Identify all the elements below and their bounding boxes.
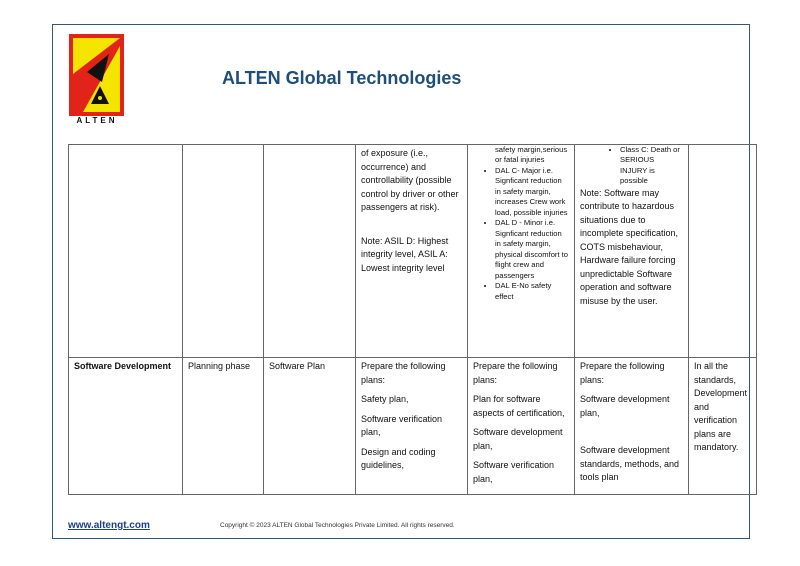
table-cell: Software Plan bbox=[264, 358, 356, 495]
cell-text: Safety plan, bbox=[361, 394, 409, 404]
cell-text: Software development standards, methods, and tools plan bbox=[580, 445, 680, 482]
cell-text: Software development plan, bbox=[580, 394, 670, 418]
comparison-table bbox=[68, 144, 757, 495]
list-item: • DAL C- Major i.e. Signficant reduction in safety margin, increases Crew work load, possible injuries bbox=[495, 166, 569, 218]
copyright-text: Copyright © 2023 ALTEN Global Technologies Private Limited. All rights reserved. bbox=[220, 522, 455, 529]
cell-text: Software verification plan, bbox=[473, 460, 555, 484]
cell-text: Prepare the following plans: bbox=[473, 361, 558, 385]
table-cell bbox=[356, 358, 468, 495]
cell-text: Plan for software aspects of certification, bbox=[473, 394, 565, 418]
table-cell bbox=[689, 145, 757, 358]
cell-text: Note: Software may contribute to hazardous situations due to incomplete specification, COTS misbehaviour, Hardware failure forcing unpredictable Software operation and software misuse by the user. bbox=[580, 187, 679, 306]
company-name: ALTEN Global Technologies bbox=[222, 68, 462, 88]
table-cell bbox=[468, 358, 575, 495]
alten-logo bbox=[69, 34, 124, 116]
table-cell bbox=[575, 358, 689, 495]
table-cell: In all the standards, Development and verification plans are mandatory. bbox=[689, 358, 757, 495]
cell-text: Software development plan, bbox=[473, 427, 563, 451]
table-cell bbox=[69, 145, 183, 358]
cell-text: Note: ASIL D: Highest integrity level, ASIL A: Lowest integrity level bbox=[361, 235, 449, 273]
cell-text: Design and coding guidelines, bbox=[361, 446, 436, 470]
table-row bbox=[69, 145, 757, 358]
table-cell bbox=[575, 145, 689, 358]
cell-text: Prepare the following plans: bbox=[580, 361, 665, 385]
table-cell bbox=[183, 145, 264, 358]
table-row bbox=[69, 358, 757, 495]
website-link[interactable]: www.altengt.com bbox=[68, 520, 150, 531]
list-item: • DAL E-No safety effect bbox=[495, 281, 569, 302]
list-item: safety margin,serious or fatal injuries bbox=[495, 145, 568, 165]
table-cell bbox=[356, 145, 468, 358]
table-cell: Planning phase bbox=[183, 358, 264, 495]
cell-text: of exposure (i.e., occurrence) and controllability (possible control by driver or other passengers at risk). bbox=[361, 148, 459, 212]
logo-text: ALTEN bbox=[76, 116, 118, 125]
list-item: • Class C: Death or SERIOUS INJURY is possible bbox=[620, 145, 683, 187]
table-cell bbox=[468, 145, 575, 358]
cell-text: Software verification plan, bbox=[361, 413, 443, 437]
cell-text: Prepare the following plans: bbox=[361, 361, 446, 385]
table-cell bbox=[264, 145, 356, 358]
list-item: • DAL D - Minor i.e. Signficant reduction in safety margin, physical discomfort to flight crew and passengers bbox=[495, 218, 569, 281]
phase-heading: Software Development bbox=[69, 358, 183, 495]
